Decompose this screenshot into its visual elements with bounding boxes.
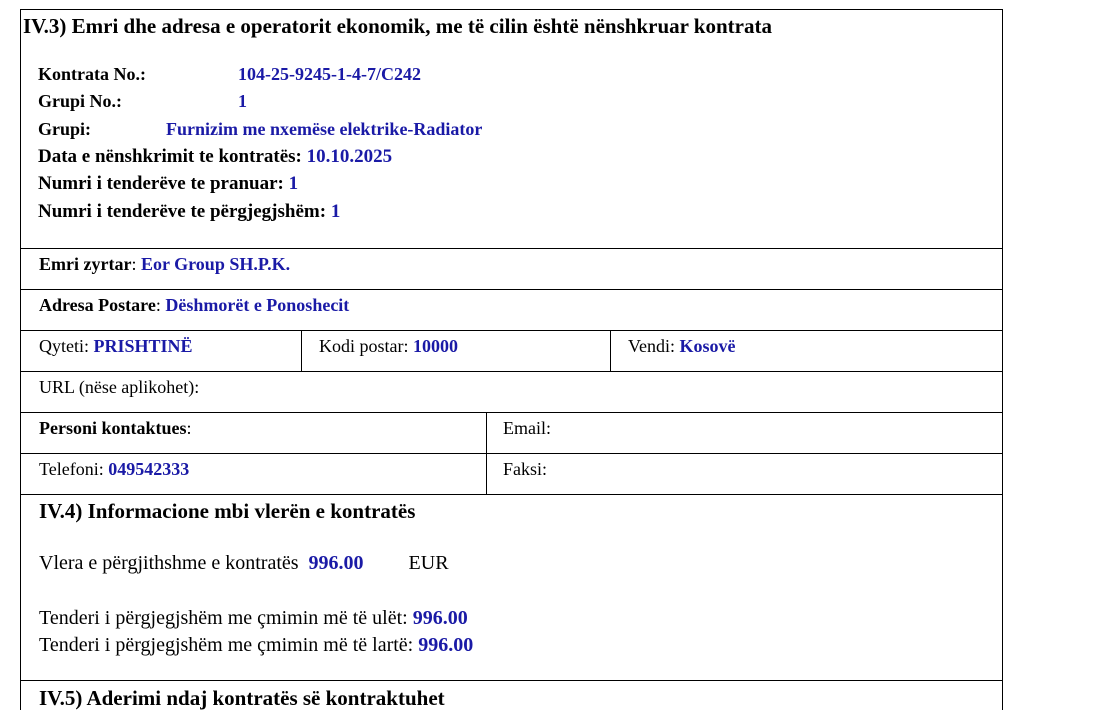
city-row	[21, 331, 1002, 372]
postal-address-row: Adresa Postare: Dëshmorët e Ponoshecit	[21, 290, 1002, 331]
section-iv4-heading: IV.4) Informacione mbi vlerën e kontratës	[39, 499, 416, 523]
section-iv3-heading: IV.3) Emri dhe adresa e operatorit ekonomik, me të cilin është nënshkruar kontrata	[23, 14, 772, 38]
group-no-value: 1	[238, 91, 247, 111]
group-value: Furnizim me nxemëse elektrike-Radiator	[166, 119, 483, 139]
fax-label: Faksi:	[503, 459, 548, 479]
phone-label: Telefoni:	[39, 459, 104, 479]
responsive-label: Numri i tenderëve te përgjegjshëm:	[38, 201, 327, 222]
postal-address-value: Dëshmorët e Ponoshecit	[165, 295, 350, 315]
total-value: 996.00	[308, 552, 364, 574]
country-value: Kosovë	[679, 336, 736, 356]
postal-address-label: Adresa Postare	[39, 295, 156, 315]
section-iv3	[21, 10, 1002, 249]
divider	[610, 331, 611, 371]
postal-code-value: 10000	[413, 336, 458, 356]
postal-code-label: Kodi postar:	[319, 336, 409, 356]
highest-label: Tenderi i përgjegjshëm me çmimin më të lartë:	[39, 634, 414, 656]
divider	[486, 454, 487, 494]
city-value: PRISHTINË	[93, 336, 193, 356]
section-iv5-heading: IV.5) Aderimi ndaj kontratës së kontraktuhet	[39, 686, 445, 710]
responsive-line	[38, 201, 340, 223]
group-no-label: Grupi No.:	[38, 91, 123, 111]
url-label: URL (nëse aplikohet):	[39, 377, 200, 397]
divider	[301, 331, 302, 371]
official-name-row: Emri zyrtar: Eor Group SH.P.K.	[21, 249, 1002, 290]
official-name-label: Emri zyrtar	[39, 254, 132, 274]
divider	[486, 413, 487, 453]
contract-no-value: 104-25-9245-1-4-7/C242	[238, 64, 421, 84]
contact-label: Personi kontaktues	[39, 418, 187, 438]
received-label: Numri i tenderëve te pranuar:	[38, 173, 284, 194]
contract-no-label: Kontrata No.:	[38, 64, 146, 84]
sign-date-label: Data e nënshkrimit te kontratës:	[38, 146, 302, 167]
contact-row: Personi kontaktues: Email:	[21, 413, 1002, 454]
group-label: Grupi:	[38, 119, 92, 139]
contract-award-form	[20, 9, 1003, 710]
currency: EUR	[408, 552, 449, 574]
email-label: Email:	[503, 418, 551, 438]
lowest-label: Tenderi i përgjegjshëm me çmimin më të ulët:	[39, 607, 408, 629]
highest-value: 996.00	[418, 634, 474, 656]
received-line	[38, 173, 298, 195]
sign-date-value: 10.10.2025	[306, 146, 393, 167]
country-label: Vendi:	[628, 336, 675, 356]
phone-row	[21, 454, 1002, 495]
phone-value: 049542333	[108, 459, 190, 479]
received-value: 1	[288, 173, 299, 194]
city-label: Qyteti:	[39, 336, 89, 356]
responsive-value: 1	[330, 201, 341, 222]
sign-date-line	[38, 146, 392, 168]
lowest-line	[39, 607, 468, 630]
url-row	[21, 372, 1002, 413]
total-value-line	[39, 552, 449, 575]
highest-line	[39, 634, 473, 657]
section-iv4	[21, 495, 1002, 681]
total-value-label: Vlera e përgjithshme e kontratës	[39, 552, 299, 574]
lowest-value: 996.00	[412, 607, 468, 629]
official-name-value: Eor Group SH.P.K.	[140, 254, 291, 274]
